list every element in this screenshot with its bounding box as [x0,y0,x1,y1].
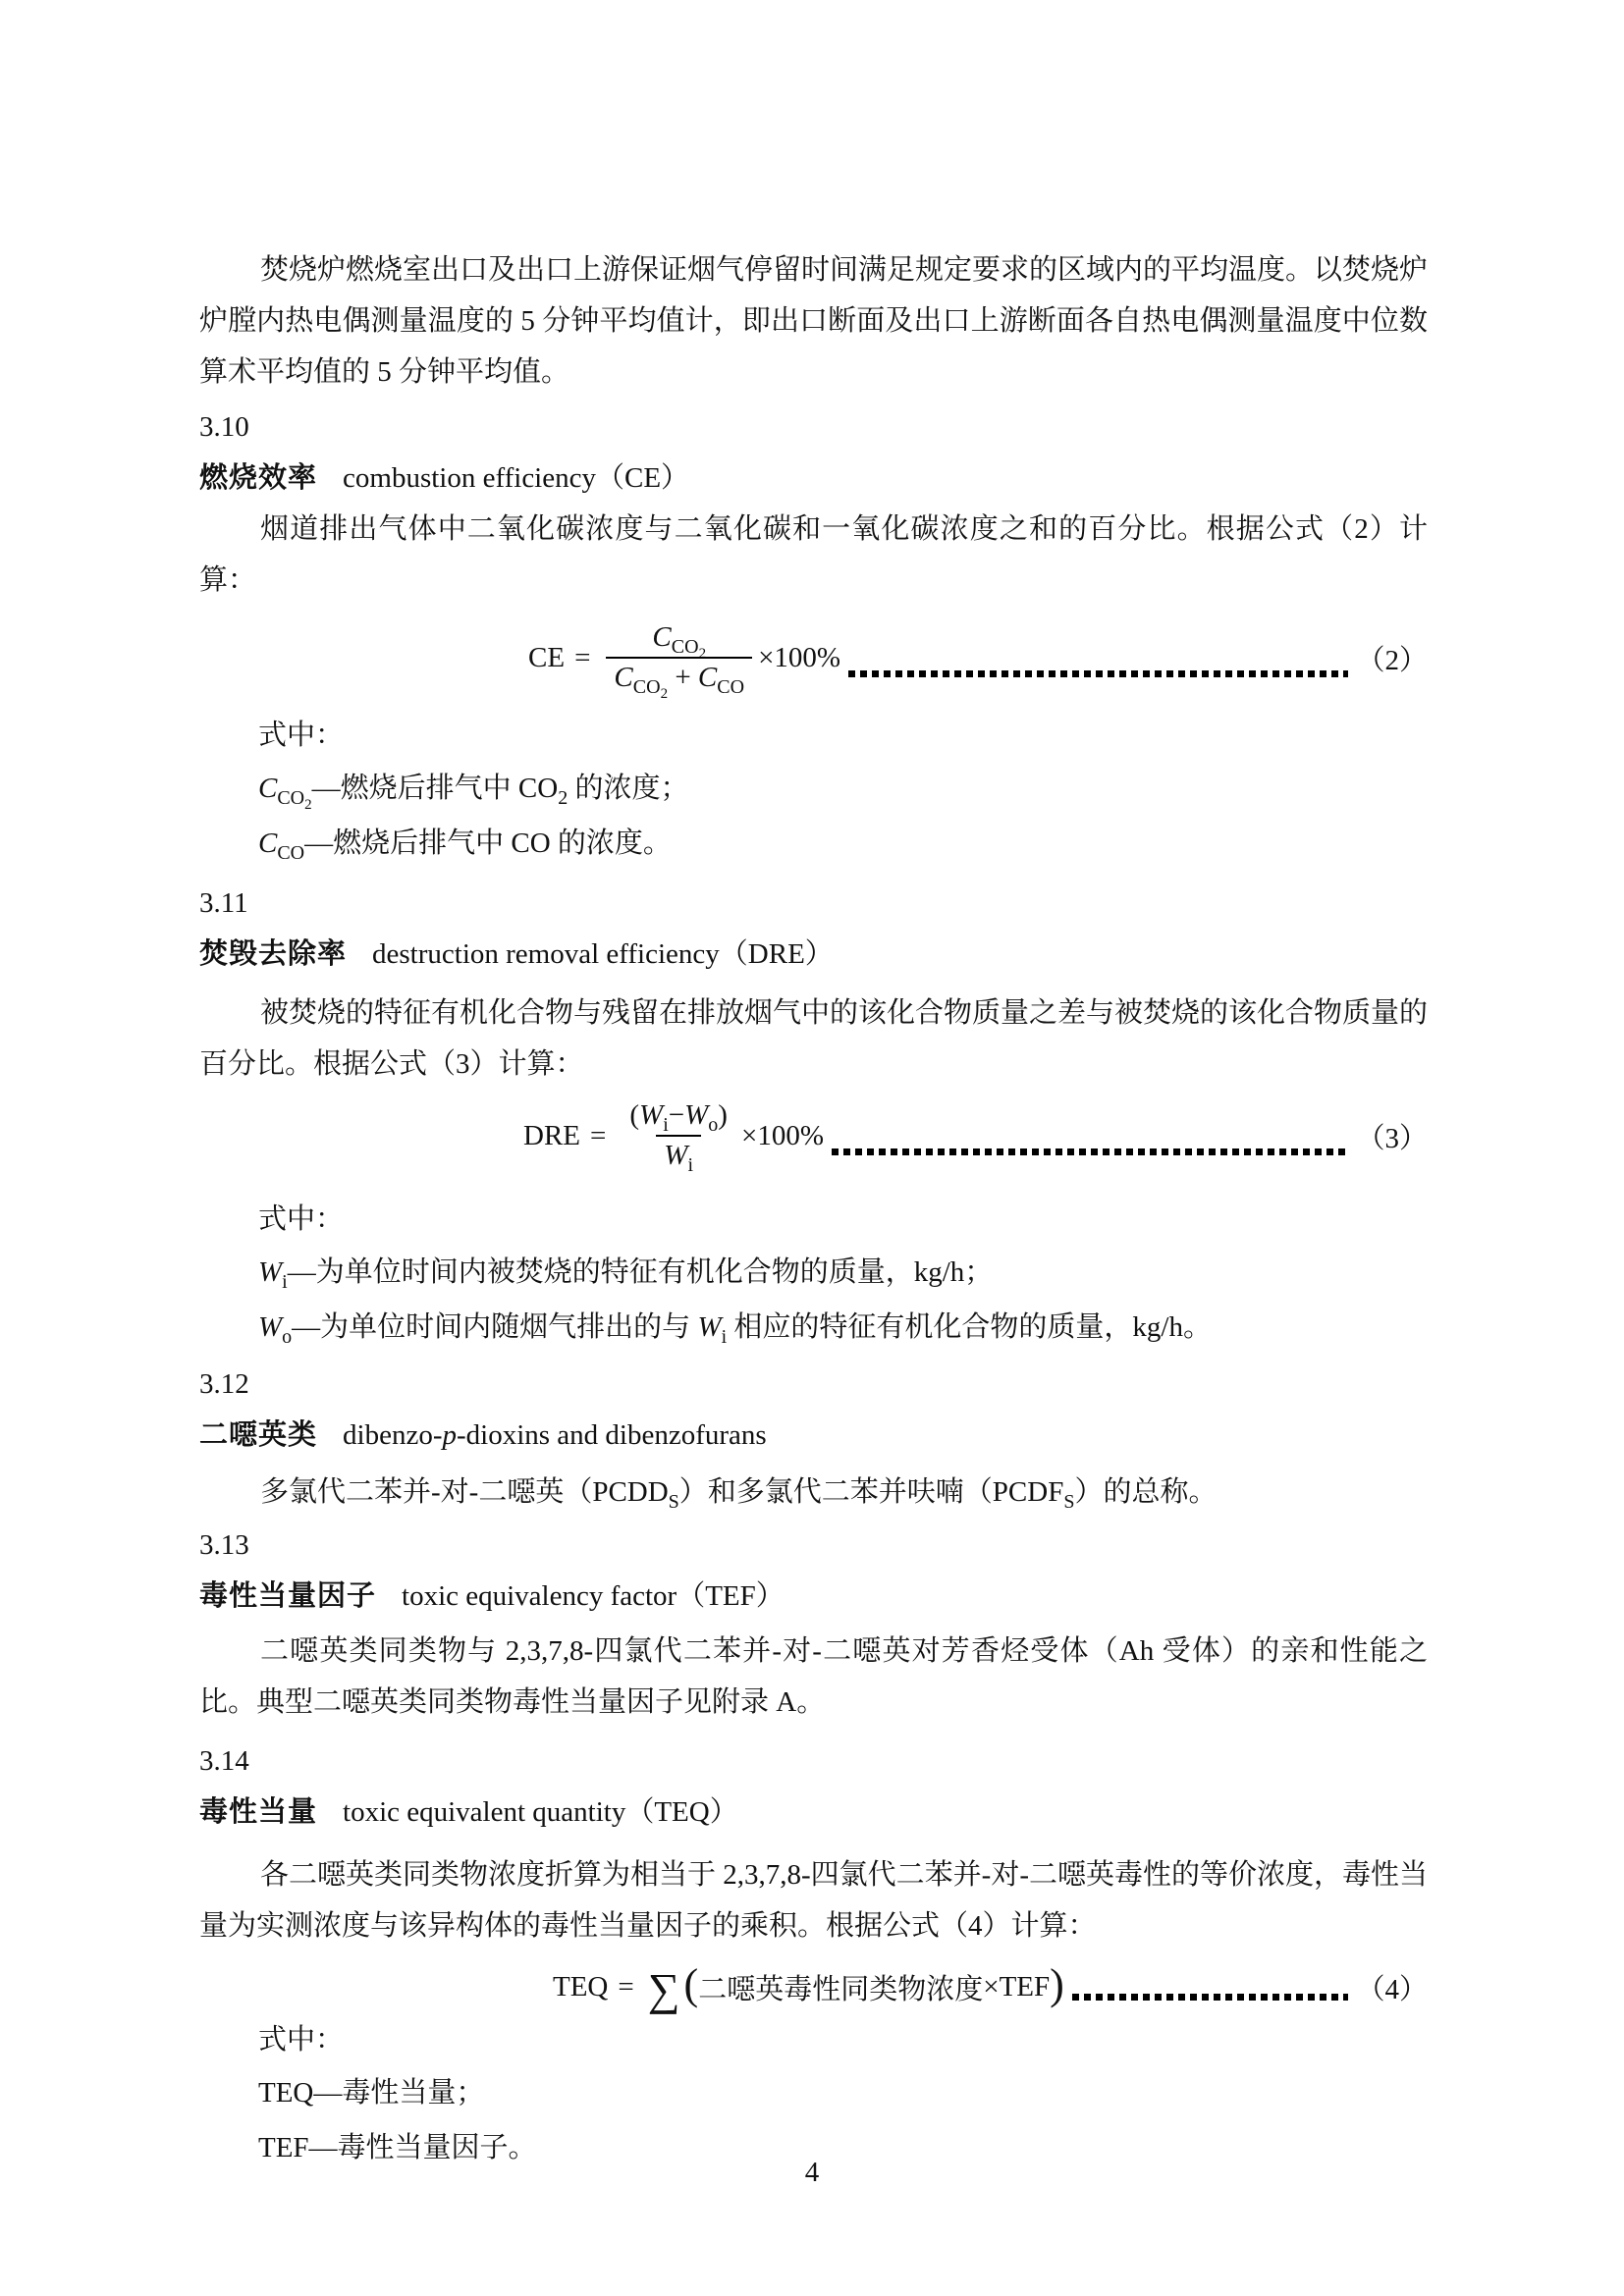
term-cn-3-12: 二噁英类 [199,1419,318,1451]
formula-3-lhs: DRE [523,1119,580,1151]
symbol-W: W [684,1099,709,1132]
term-en-italic-p: p [442,1419,457,1451]
where-label-3-10: 式中： [258,720,345,751]
symbol-W: W [664,1140,688,1171]
section-number-3-13: 3.13 [199,1529,249,1561]
definition-cco2 [199,761,1428,816]
term-en-3-11: destruction removal efficiency（DRE） [372,938,834,970]
formula-3-numerator [622,1096,735,1135]
formula-2-expression [528,618,841,702]
formula-2-lhs: CE [528,641,566,673]
term-heading-3-10 [199,453,1428,504]
section-body-3-11: 被焚烧的特征有机化合物与残留在排放烟气中的该化合物质量之差与被焚烧的该化合物质量的百分比。根据公式（3）计算： [199,997,1429,1080]
formula-3-expression [523,1096,824,1175]
formula-2-fraction [606,618,752,702]
term-cn-3-13: 毒性当量因子 [199,1580,377,1612]
formula-4 [199,1951,1428,2022]
definition-text: —燃烧后排气中 CO 的浓度。 [304,828,672,859]
term-en-3-10: combustion efficiency（CE） [343,462,690,494]
formula-4-text: 二噁英毒性同类物浓度 [698,1973,984,2005]
term-heading-3-11 [199,929,1428,980]
subscript-i: i [721,1325,728,1348]
formula-3-tag: （3） [1356,1122,1428,1154]
symbol-W: W [697,1311,722,1343]
subscript-S: S [668,1490,679,1513]
formula-4-lhs: TEQ [553,1970,609,2002]
formula-4-expression: TEQ = ∑ ( 二噁英毒性同类物浓度 × TEF ) [553,1960,1064,2014]
symbol-C: C [697,662,718,693]
term-heading-3-14 [199,1787,1428,1838]
section-number-3-14: 3.14 [199,1745,249,1777]
definition-tef: TEF—毒性当量因子。 [258,2132,537,2163]
symbol-C: C [258,828,278,859]
formula-4-tag: （4） [1356,1973,1428,2005]
term-en-3-13: toxic equivalency factor（TEF） [402,1580,785,1612]
subscript-CO: CO [632,675,661,698]
close-paren: ) [718,1099,728,1132]
definition-text: —燃烧后排气中 CO [311,773,559,804]
formula-2 [199,606,1428,710]
subscript-2: 2 [304,796,312,813]
term-en-text: -dioxins and dibenzofurans [456,1419,767,1451]
formula-2-denominator [606,657,752,702]
definition-text: 相应的特征有机化合物的质量，kg/h。 [727,1311,1212,1343]
subscript-2: 2 [698,646,707,662]
subscript-CO: CO [277,841,305,864]
formula-4-tef: TEF [999,1970,1051,2002]
subscript-2: 2 [660,685,669,702]
definition-text: 的浓度； [568,773,689,804]
open-paren: ( [629,1099,640,1132]
body-text: ）的总称。 [1074,1476,1218,1508]
definition-text: —为单位时间内随烟气排出的与 [292,1311,698,1343]
symbol-C: C [652,621,672,654]
subscript-CO: CO [277,786,305,809]
section-number-3-11: 3.11 [199,887,248,919]
times-100-percent: ×100% [758,641,841,673]
dotted-leader [1072,1994,1349,2001]
subscript-o: o [708,1114,719,1136]
equals-sign: = [574,641,591,673]
term-en-3-14: toxic equivalent quantity（TEQ） [343,1796,738,1828]
equals-sign: = [590,1119,607,1151]
formula-3 [199,1084,1428,1188]
dotted-leader [848,670,1348,677]
definition-cco [199,816,1428,871]
definition-wo [199,1300,1428,1355]
term-heading-3-12 [199,1410,1428,1461]
definition-wi [199,1245,1428,1300]
subscript-S: S [1063,1490,1075,1513]
times-100-percent: ×100% [740,1119,824,1151]
section-number-3-10: 3.10 [199,411,249,443]
where-label-3-11: 式中： [258,1203,345,1235]
equals-sign: = [618,1970,634,2002]
minus-sign: − [668,1099,685,1132]
where-label-3-14: 式中： [258,2024,345,2056]
page-number: 4 [804,2157,820,2188]
subscript-2: 2 [558,786,568,809]
subscript-i: i [663,1114,669,1136]
body-text: ）和多氯代二苯并呋喃（PCDF [678,1476,1064,1508]
dotted-leader [832,1148,1349,1155]
section-body-3-14: 各二噁英类同类物浓度折算为相当于 2,3,7,8-四氯代二苯并-对-二噁英毒性的等价浓度，毒性当量为实测浓度与该异构体的毒性当量因子的乘积。根据公式（4）计算： [199,1859,1428,1942]
subscript-CO: CO [671,636,699,658]
section-body-3-13: 二噁英类同类物与 2,3,7,8-四氯代二苯并-对-二噁英对芳香烃受体（Ah 受体）的亲和性能之比。典型二噁英类同类物毒性当量因子见附录 A。 [199,1635,1428,1718]
formula-2-tag: （2） [1356,644,1428,676]
term-cn-3-14: 毒性当量 [199,1796,318,1828]
section-body-3-12 [199,1467,1428,1518]
section-body-3-10: 烟道排出气体中二氧化碳浓度与二氧化碳和一氧化碳浓度之和的百分比。根据公式（2）计算： [199,513,1428,596]
section-number-3-12: 3.12 [199,1368,249,1400]
term-en-3-12 [343,1419,767,1451]
term-en-text: dibenzo- [343,1419,443,1451]
term-cn-3-10: 燃烧效率 [199,462,318,494]
times-sign: × [983,1970,1000,2002]
symbol-C: C [258,773,278,804]
symbol-C: C [614,662,633,693]
formula-3-denominator [656,1135,701,1175]
definition-text: —为单位时间内被焚烧的特征有机化合物的质量，kg/h； [287,1256,994,1288]
symbol-W: W [258,1256,283,1288]
symbol-W: W [258,1311,283,1343]
subscript-i: i [282,1270,288,1293]
symbol-W: W [639,1099,664,1132]
term-heading-3-13 [199,1571,1428,1622]
body-text: 多氯代二苯并-对-二噁英（PCDD [260,1476,669,1508]
subscript-o: o [282,1325,293,1348]
subscript-CO: CO [717,675,745,698]
formula-2-numerator [644,618,714,662]
formula-3-fraction [622,1096,735,1175]
subscript-i: i [687,1153,694,1176]
term-cn-3-11: 焚毁去除率 [199,938,348,970]
definition-teq: TEQ—毒性当量； [258,2077,485,2109]
plus-sign: + [675,662,691,693]
intro-paragraph: 焚烧炉燃烧室出口及出口上游保证烟气停留时间满足规定要求的区域内的平均温度。以焚烧炉炉膛内热电偶测量温度的 5 分钟平均值计，即出口断面及出口上游断面各自热电偶测量温度中位数算术平均值的 5 分钟平均值。 [199,254,1429,388]
